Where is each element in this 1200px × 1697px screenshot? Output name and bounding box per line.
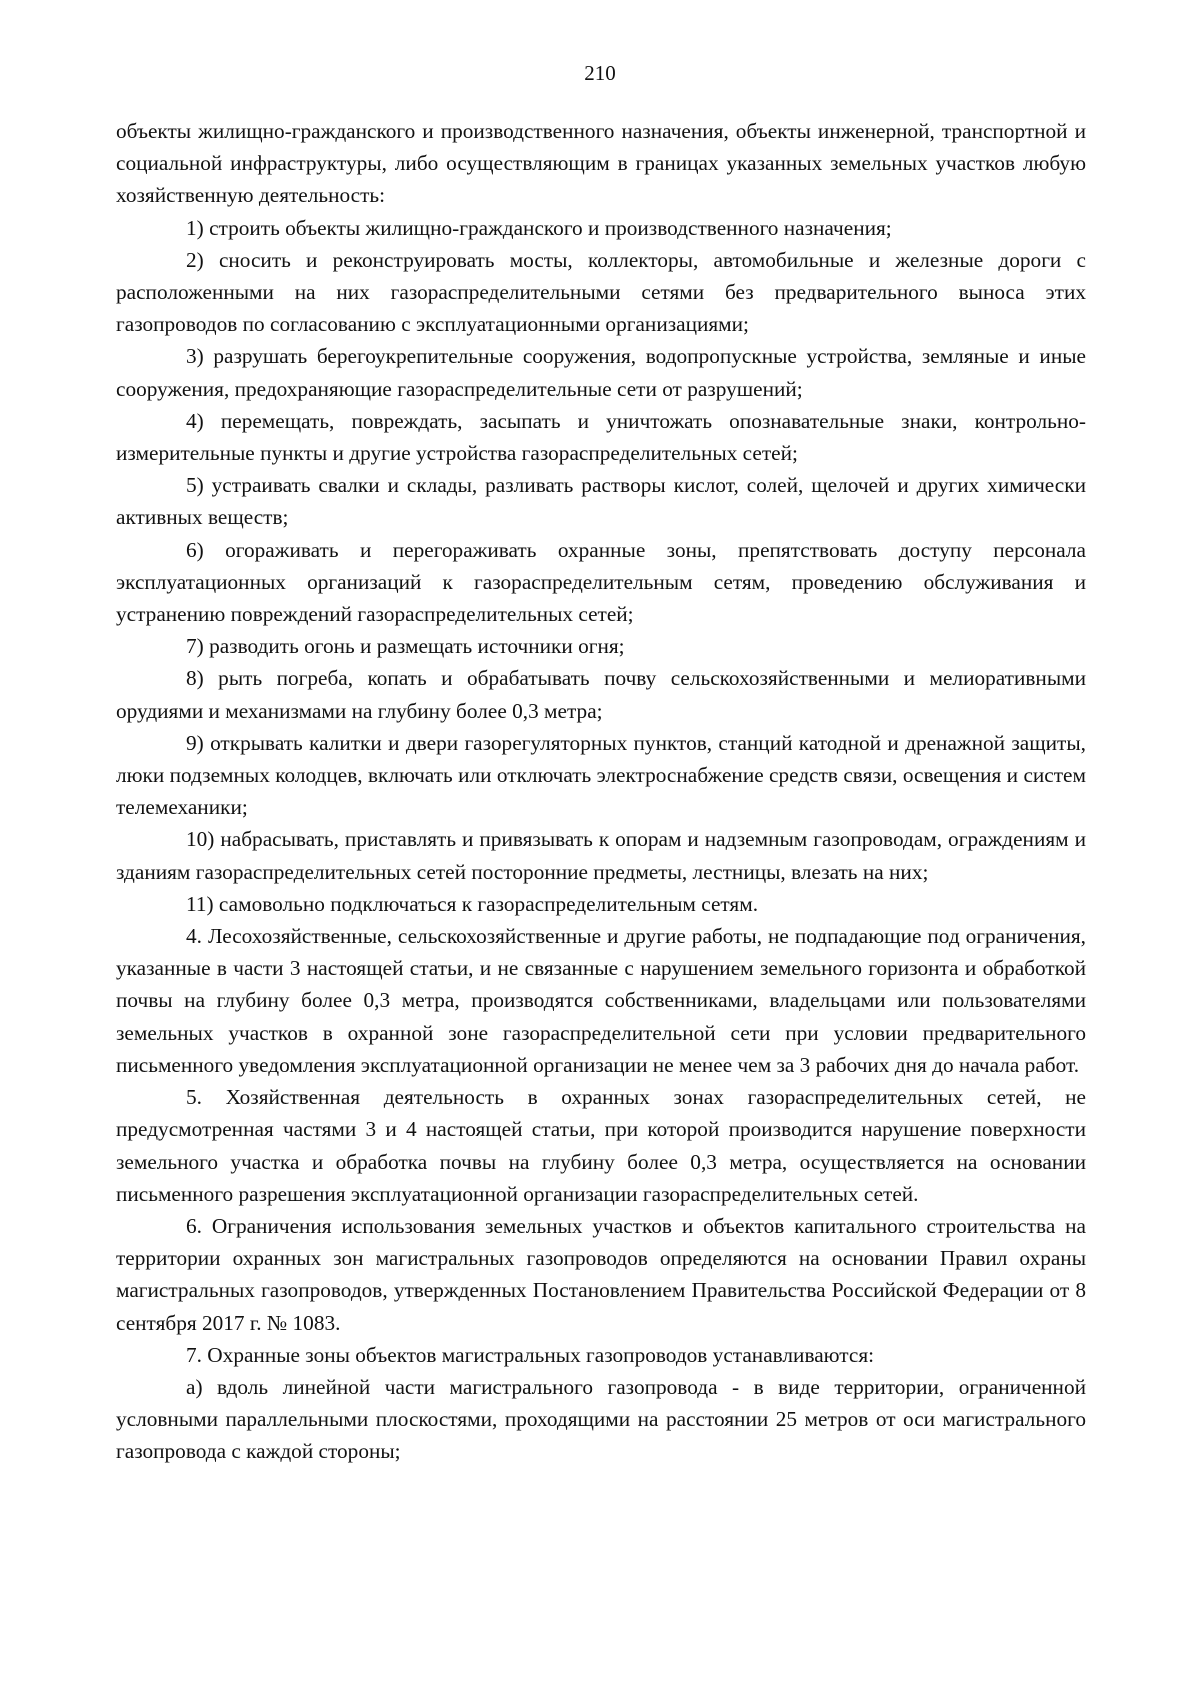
list-item-11: 11) самовольно подключаться к газораспределительным сетям.: [186, 891, 759, 916]
list-item-10: 10) набрасывать, приставлять и привязывать к опорам и надземным газопроводам, ограждениям и зданиям газораспределительных сетей посторонние предметы, лестницы, влезать на них;: [116, 827, 1086, 884]
subitem-a-paragraph: а) вдоль линейной части магистрального газопровода - в виде территории, ограниченной условными параллельными плоскостями, проходящими на расстоянии 25 метров от оси магистрального газопровода с каждой стороны;: [116, 1374, 1086, 1464]
section-4-paragraph: 4. Лесохозяйственные, сельскохозяйственные и другие работы, не подпадающие под ограничения, указанные в части 3 настоящей статьи, и не связанные с нарушением земельного горизонта и обработкой почвы на глубину более 0,3 метра, производятся собственниками, владельцами или пользователями земельных участков в охранной зоне газораспределительной сети при условии предварительного письменного уведомления эксплуатационной организации не менее чем за 3 рабочих дня до начала работ.: [116, 924, 1086, 1077]
list-item-1: 1) строить объекты жилищно-гражданского и производственного назначения;: [186, 215, 892, 240]
section-7-paragraph: 7. Охранные зоны объектов магистральных газопроводов устанавливаются:: [186, 1342, 875, 1367]
document-body: [116, 115, 1086, 1468]
section-6-paragraph: 6. Ограничения использования земельных участков и объектов капитального строительства на территории охранных зон магистральных газопроводов определяются на основании Правил охраны магистральных газопроводов, утвержденных Постановлением Правительства Российской Федерации от 8 сентября 2017 г. № 1083.: [116, 1213, 1086, 1335]
list-item-7: 7) разводить огонь и размещать источники огня;: [186, 634, 625, 659]
list-item-9: 9) открывать калитки и двери газорегуляторных пунктов, станций катодной и дренажной защиты, люки подземных колодцев, включать или отключать электроснабжение средств связи, освещения и систем телемеханики;: [116, 730, 1086, 820]
page-number: 210: [584, 61, 616, 85]
list-item-3: 3) разрушать берегоукрепительные сооружения, водопропускные устройства, земляные и иные сооружения, предохраняющие газораспределительные сети от разрушений;: [116, 344, 1086, 401]
section-5-paragraph: 5. Хозяйственная деятельность в охранных зонах газораспределительных сетей, не предусмотренная частями 3 и 4 настоящей статьи, при которой производится нарушение поверхности земельного участка и обработка почвы на глубину более 0,3 метра, осуществляется на основании письменного разрешения эксплуатационной организации газораспределительных сетей.: [116, 1085, 1086, 1206]
list-item-8: 8) рыть погреба, копать и обрабатывать почву сельскохозяйственными и мелиоративными орудиями и механизмами на глубину более 0,3 метра;: [116, 666, 1086, 723]
list-item-5: 5) устраивать свалки и склады, разливать растворы кислот, солей, щелочей и других химически активных веществ;: [116, 473, 1086, 530]
list-item-4: 4) перемещать, повреждать, засыпать и уничтожать опознавательные знаки, контрольно-измерительные пункты и другие устройства газораспределительных сетей;: [116, 408, 1086, 466]
paragraph-continued: объекты жилищно-гражданского и производственного назначения, объекты инженерной, транспортной и социальной инфраструктуры, либо осуществляющим в границах указанных земельных участков любую хозяйственную деятельность:: [116, 119, 1086, 208]
list-item-6: 6) огораживать и перегораживать охранные зоны, препятствовать доступу персонала эксплуатационных организаций к газораспределительным сетям, проведению обслуживания и устранению повреждений газораспределительных сетей;: [116, 537, 1086, 627]
list-item-2: 2) сносить и реконструировать мосты, коллекторы, автомобильные и железные дороги с расположенными на них газораспределительными сетями без предварительного выноса этих газопроводов по согласованию с эксплуатационными организациями;: [116, 247, 1086, 337]
